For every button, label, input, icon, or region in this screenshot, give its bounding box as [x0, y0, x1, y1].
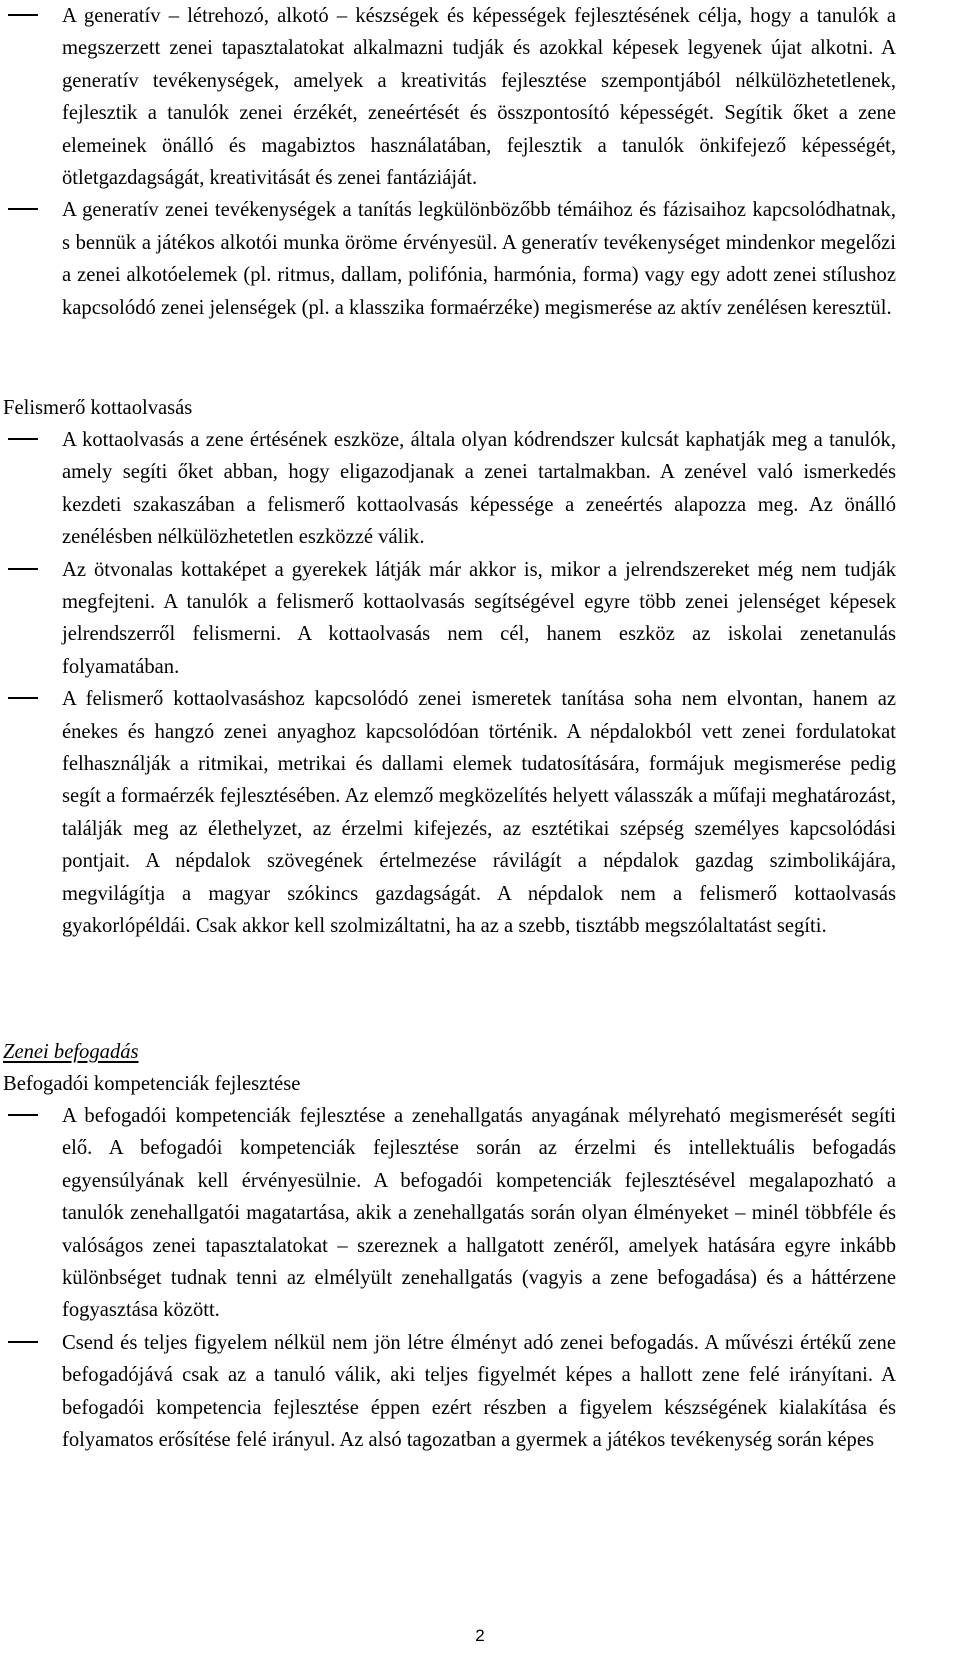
paragraph: Az ötvonalas kottaképet a gyerekek látják már akkor is, mikor a jelrendszereket még nem tudják megfejteni. A tanulók a felismerő kottaolvasás segítségével egyre több zenei jelenséget képesek jelrendszerről felismerni. A kottaolvasás nem cél, hanem eszköz az iskolai zenetanulás folyamatában. — [62, 558, 896, 678]
list-item — [0, 1327, 960, 1457]
dash-bullet-icon — [8, 438, 38, 440]
paragraph: A generatív – létrehozó, alkotó – készségek és képességek fejlesztésének célja, hogy a tanulók a megszerzett zenei tapasztalatokat alkalmazni tudják és azokkal képesek legyenek újat alkotni. A generatív tevékenységek, amelyek a kreativitás fejlesztése szempontjából nélkülözhetetlenek, fejlesztik a tanulók zenei érzékét, zeneértését és összpontosító képességét. Segítik őket a zene elemeinek önálló és magabiztos használatában, fejlesztik a tanulók önkifejező képességét, ötletgazdagságát, kreativitását és zenei fantáziáját. — [62, 5, 896, 190]
section-reception — [0, 1100, 960, 1456]
dash-bullet-icon — [8, 568, 38, 570]
list-item — [0, 194, 960, 324]
list-item — [0, 554, 960, 684]
list-item — [0, 683, 960, 942]
dash-bullet-icon — [8, 208, 38, 210]
dash-bullet-icon — [8, 697, 38, 699]
page-number: 2 — [475, 1626, 485, 1645]
paragraph: A felismerő kottaolvasáshoz kapcsolódó zenei ismeretek tanítása soha nem elvontan, hanem az énekes és hangzó zenei anyaghoz kapcsolódóan történik. A népdalokból vett zenei fordulatokat felhasználják a ritmikai, metrikai és dallami elemek tudatosítására, formájuk megismerése pedig segít a formaérzék fejlesztésében. Az elemző megközelítés helyett válasszák a műfaji meghatározást, találják meg az élethelyzet, az érzelmi kifejezés, az esztétikai szépség személyes kapcsolódási pontjait. A népdalok szövegének értelmezése rávilágít a népdalok gazdag szimbolikájára, megvilágítja a magyar szókincs gazdagságát. A népdalok nem a felismerő kottaolvasás gyakorlópéldái. Csak akkor kell szolmizáltatni, ha az a szebb, tisztább megszólaltatást segíti. — [62, 688, 896, 938]
section-heading: Felismerő kottaolvasás — [3, 397, 193, 419]
dash-bullet-icon — [8, 1341, 38, 1343]
list-item — [0, 1100, 960, 1327]
section-score-reading — [0, 424, 960, 943]
list-item — [0, 424, 960, 554]
section-title-italic: Zenei befogadás — [3, 1041, 139, 1063]
section-generative — [0, 0, 960, 324]
paragraph: A generatív zenei tevékenységek a tanítás legkülönbözőbb témáihoz és fázisaihoz kapcsolódhatnak, s bennük a játékos alkotói munka öröme érvényesül. A generatív tevékenységet mindenkor megelőzi a zenei alkotóelemek (pl. ritmus, dallam, polifónia, harmónia, forma) vagy egy adott zenei stílushoz kapcsolódó zenei jelenségek (pl. a klasszika formaérzéke) megismerése az aktív zenélésen keresztül. — [62, 199, 896, 319]
paragraph: A befogadói kompetenciák fejlesztése a zenehallgatás anyagának mélyreható megismerését segíti elő. A befogadói kompetenciák fejlesztése során az érzelmi és intellektuális befogadás egyensúlyának kell érvényesülnie. A befogadói kompetenciák fejlesztésével megalapozható a tanulók zenehallgatói magatartása, akik a zenehallgatás során olyan élményeket – minél többféle és valóságos zenei tapasztalatokat – szereznek a hallgatott zenéről, amelyek hatására egyre inkább különbséget tudnak tenni az elmélyült zenehallgatás (vagyis a zene befogadása) és a háttérzene fogyasztása között. — [62, 1105, 896, 1322]
dash-bullet-icon — [8, 1114, 38, 1116]
paragraph: A kottaolvasás a zene értésének eszköze, általa olyan kódrendszer kulcsát kaphatják meg a tanulók, amely segíti őket abban, hogy eligazodjanak a zenei tartalmakban. A zenével való ismerkedés kezdeti szakaszában a felismerő kottaolvasás képessége a zeneértés alapozza meg. Az önálló zenélésben nélkülözhetetlen eszközzé válik. — [62, 429, 896, 549]
list-item — [0, 0, 960, 194]
paragraph: Csend és teljes figyelem nélkül nem jön létre élményt adó zenei befogadás. A művészi értékű zene befogadójává csak az a tanuló válik, aki teljes figyelmét képes a hallott zene felé irányítani. A befogadói kompetencia fejlesztése éppen ezért részben a figyelem készségének kialakítása és folyamatos erősítése felé irányul. Az alsó tagozatban a gyermek a játékos tevékenység során képes — [62, 1331, 896, 1452]
subsection-heading: Befogadói kompetenciák fejlesztése — [3, 1073, 301, 1095]
dash-bullet-icon — [8, 14, 38, 16]
